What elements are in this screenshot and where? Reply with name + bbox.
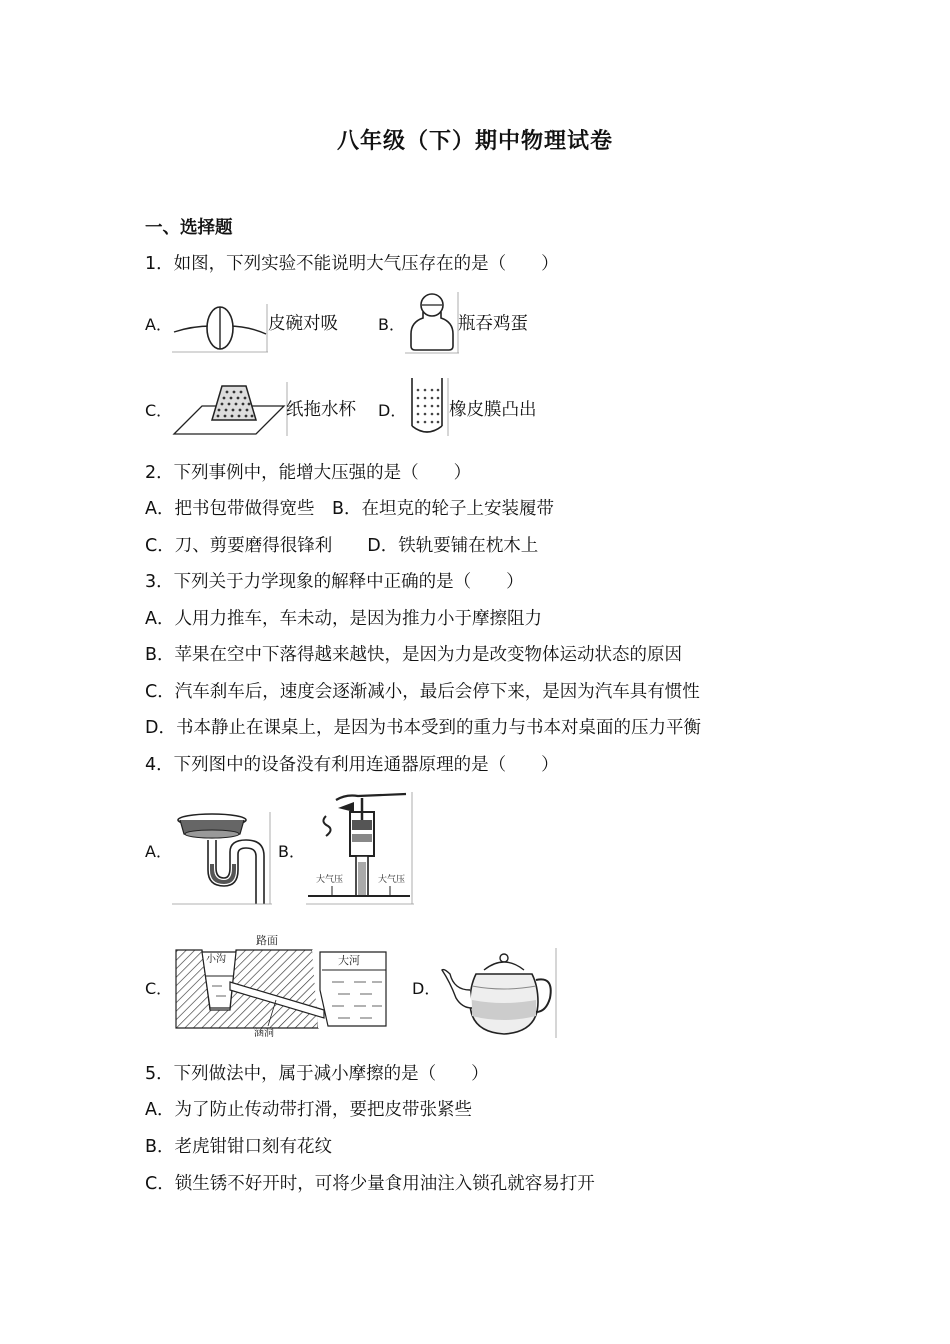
q2-stem: 2．下列事例中，能增大压强的是（ ） — [145, 463, 472, 483]
q1-option-a-label: A． — [145, 315, 172, 334]
q3-stem: 3．下列关于力学现象的解释中正确的是（ ） — [145, 572, 524, 592]
q2-options-row1: A．把书包带做得宽些 B．在坦克的轮子上安装履带 — [145, 499, 554, 519]
sink-trap-figure — [172, 808, 272, 906]
culvert-figure — [172, 930, 394, 1040]
q1-option-b-caption: 瓶吞鸡蛋 — [458, 314, 528, 334]
q4-option-b-label: B． — [278, 842, 305, 861]
suction-cups-figure — [172, 302, 268, 354]
q1-option-a-caption: 皮碗对吸 — [268, 314, 338, 334]
water-pump-figure — [306, 790, 414, 906]
q1-option-c-label: C． — [145, 401, 173, 420]
q1-option-c-caption: 纸拖水杯 — [286, 400, 356, 420]
paper-cup-figure — [172, 380, 288, 438]
rubber-membrane-figure — [406, 376, 450, 438]
q1-option-b-label: B． — [378, 315, 405, 334]
page-title: 八年级（下）期中物理试卷 — [336, 129, 613, 154]
q3-option-a: A．人用力推车，车未动，是因为推力小于摩擦阻力 — [145, 609, 542, 629]
q3-option-c: C．汽车刹车后，速度会逐渐减小，最后会停下来，是因为汽车具有惯性 — [145, 682, 700, 702]
q4-stem: 4．下列图中的设备没有利用连通器原理的是（ ） — [145, 755, 559, 775]
pump-left-label: 大气压 — [316, 875, 344, 885]
q1-stem: 1．如图，下列实验不能说明大气压存在的是（ ） — [145, 254, 559, 274]
teapot-figure — [440, 946, 558, 1040]
q5-option-b: B．老虎钳钳口刻有花纹 — [145, 1137, 333, 1157]
q5-option-a: A．为了防止传动带打滑，要把皮带张紧些 — [145, 1100, 472, 1120]
q2-options-row2: C．刀、剪要磨得很锋利 D．铁轨要铺在枕木上 — [145, 536, 539, 556]
q4-option-a-label: A． — [145, 842, 172, 861]
q1-option-d-label: D． — [378, 401, 407, 420]
q5-option-c: C．锁生锈不好开时，可将少量食用油注入锁孔就容易打开 — [145, 1174, 595, 1194]
culvert-river-label: 大河 — [338, 954, 360, 967]
q4-option-c-label: C． — [145, 979, 173, 998]
culvert-pipe-label: 涵洞 — [254, 1028, 274, 1039]
q3-option-d: D．书本静止在课桌上，是因为书本受到的重力与书本对桌面的压力平衡 — [145, 718, 701, 738]
culvert-ditch-label: 小沟 — [206, 954, 226, 965]
q3-option-b: B．苹果在空中下落得越来越快，是因为力是改变物体运动状态的原因 — [145, 645, 683, 665]
q5-stem: 5．下列做法中，属于减小摩擦的是（ ） — [145, 1064, 489, 1084]
pump-right-label: 大气压 — [378, 875, 406, 885]
culvert-road-label: 路面 — [256, 934, 278, 947]
q4-option-d-label: D． — [412, 979, 441, 998]
q1-option-d-caption: 橡皮膜凸出 — [449, 400, 537, 420]
bottle-egg-figure — [405, 290, 459, 354]
section-heading: 一、选择题 — [145, 218, 233, 238]
